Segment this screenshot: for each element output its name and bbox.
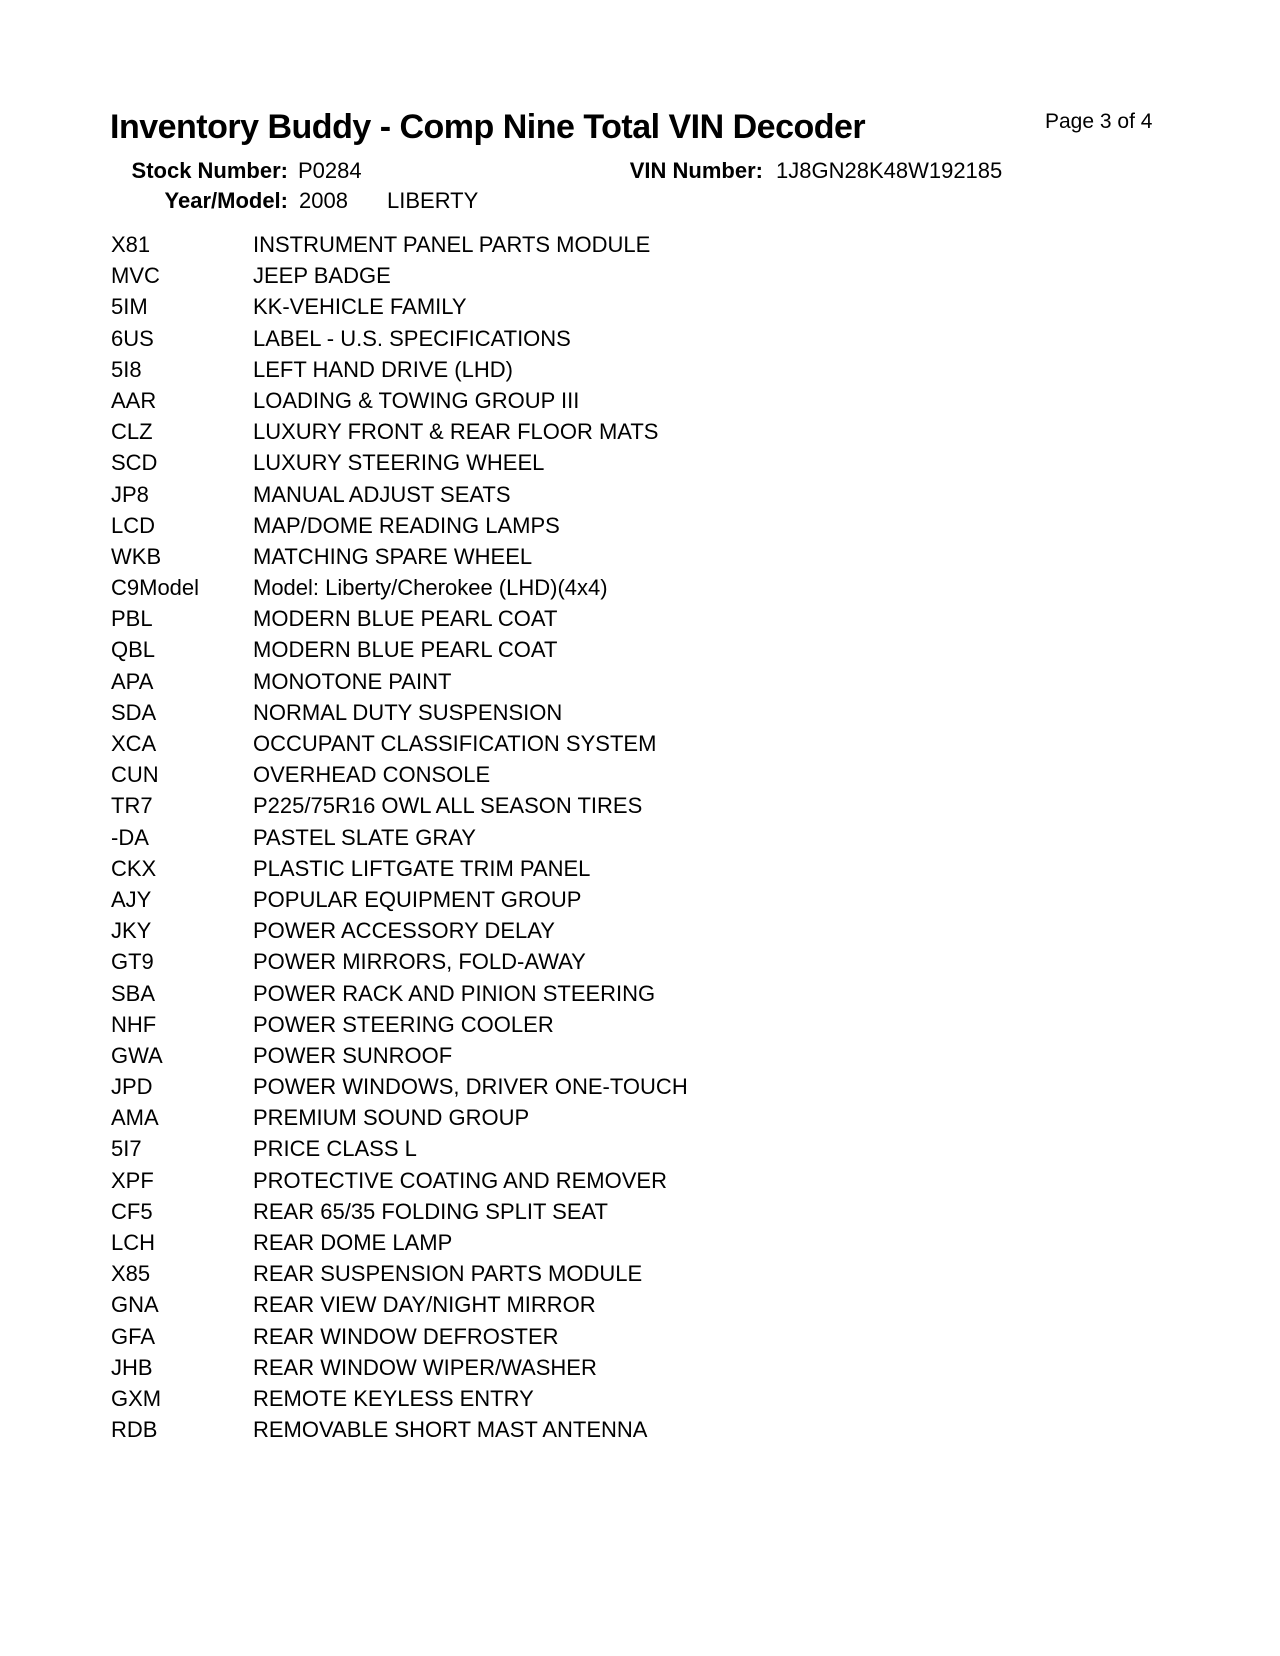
model-value: LIBERTY: [387, 188, 479, 213]
option-description: MODERN BLUE PEARL COAT: [253, 606, 558, 632]
option-code: 5IM: [111, 294, 148, 320]
option-code: NHF: [111, 1011, 157, 1037]
option-code: RDB: [111, 1417, 158, 1443]
option-description: REMOTE KEYLESS ENTRY: [253, 1385, 534, 1411]
option-description: PLASTIC LIFTGATE TRIM PANEL: [253, 855, 591, 881]
list-item: [111, 1352, 1191, 1383]
list-item: [111, 510, 1191, 541]
list-item: [111, 260, 1191, 291]
option-code: GWA: [111, 1042, 163, 1068]
option-code: GFA: [111, 1323, 156, 1349]
list-item: [111, 697, 1191, 728]
option-code: PBL: [111, 606, 153, 632]
stock-number-value: P0284: [298, 158, 362, 183]
list-item: [111, 666, 1191, 697]
list-item: [111, 323, 1191, 354]
option-code: CF5: [111, 1198, 153, 1224]
option-description: POWER MIRRORS, FOLD-AWAY: [253, 949, 586, 975]
stock-number-label: Stock Number:: [131, 158, 288, 183]
option-description: LOADING & TOWING GROUP III: [253, 387, 580, 413]
list-item: [111, 1414, 1191, 1445]
option-description: JEEP BADGE: [253, 263, 391, 289]
list-item: [111, 1165, 1191, 1196]
list-item: [111, 1009, 1191, 1040]
vin-number-label: VIN Number:: [629, 158, 763, 183]
option-description: LEFT HAND DRIVE (LHD): [253, 356, 513, 382]
option-code: JPD: [111, 1074, 153, 1100]
list-item: [111, 884, 1191, 915]
list-item: [111, 1102, 1191, 1133]
option-code: AMA: [111, 1105, 159, 1131]
option-description: INSTRUMENT PANEL PARTS MODULE: [253, 232, 651, 257]
list-item: [111, 634, 1191, 665]
option-description: PROTECTIVE COATING AND REMOVER: [253, 1167, 667, 1193]
list-item: [111, 416, 1191, 447]
option-description: POWER WINDOWS, DRIVER ONE-TOUCH: [253, 1074, 688, 1100]
option-description: OVERHEAD CONSOLE: [253, 762, 491, 788]
list-item: [111, 759, 1191, 790]
option-description: P225/75R16 OWL ALL SEASON TIRES: [253, 793, 643, 819]
list-item: [111, 385, 1191, 416]
option-code: CUN: [111, 762, 159, 788]
list-item: [111, 1071, 1191, 1102]
option-code: TR7: [111, 793, 153, 819]
option-description: LUXURY STEERING WHEEL: [253, 450, 545, 476]
option-description: REAR WINDOW WIPER/WASHER: [253, 1354, 597, 1380]
list-item: [111, 1383, 1191, 1414]
option-description: MATCHING SPARE WHEEL: [253, 543, 533, 569]
option-code: X81: [111, 232, 151, 257]
option-description: PASTEL SLATE GRAY: [253, 824, 476, 850]
option-code: GXM: [111, 1385, 162, 1411]
option-description: POWER RACK AND PINION STEERING: [253, 980, 656, 1006]
option-code: 6US: [111, 325, 154, 351]
option-description: PRICE CLASS L: [253, 1136, 417, 1162]
list-item: [111, 946, 1191, 977]
option-code: GT9: [111, 949, 154, 975]
option-description: POWER ACCESSORY DELAY: [253, 918, 555, 944]
option-code: XPF: [111, 1167, 154, 1193]
option-code: CKX: [111, 855, 157, 881]
option-description: REAR VIEW DAY/NIGHT MIRROR: [253, 1292, 596, 1318]
list-item: [111, 915, 1191, 946]
option-code: 5I8: [111, 356, 142, 382]
option-description: MAP/DOME READING LAMPS: [253, 512, 560, 538]
list-item: [111, 1133, 1191, 1164]
list-item: [111, 603, 1191, 634]
list-item: [111, 822, 1191, 853]
list-item: [111, 1227, 1191, 1258]
option-description: REMOVABLE SHORT MAST ANTENNA: [253, 1417, 648, 1443]
option-code: MVC: [111, 263, 160, 289]
option-code: XCA: [111, 731, 157, 756]
option-description: MANUAL ADJUST SEATS: [253, 481, 511, 507]
option-description: LUXURY FRONT & REAR FLOOR MATS: [253, 419, 659, 445]
option-description: OCCUPANT CLASSIFICATION SYSTEM: [253, 731, 657, 756]
option-code: WKB: [111, 543, 162, 569]
option-code: QBL: [111, 637, 156, 663]
option-code: JHB: [111, 1354, 153, 1380]
option-code: X85: [111, 1261, 151, 1287]
option-code: AAR: [111, 387, 157, 413]
option-description: REAR SUSPENSION PARTS MODULE: [253, 1261, 643, 1287]
option-code: -DA: [111, 824, 149, 850]
option-description: POWER STEERING COOLER: [253, 1011, 554, 1037]
option-description: REAR DOME LAMP: [253, 1230, 453, 1255]
option-description: REAR 65/35 FOLDING SPLIT SEAT: [253, 1198, 608, 1224]
option-description: MONOTONE PAINT: [253, 668, 452, 694]
option-code: APA: [111, 668, 154, 694]
year-model-label: Year/Model:: [164, 188, 288, 213]
list-item: [111, 1040, 1191, 1071]
option-code: CLZ: [111, 419, 153, 445]
list-item: [111, 354, 1191, 385]
list-item: [111, 479, 1191, 510]
option-description: REAR WINDOW DEFROSTER: [253, 1323, 559, 1349]
option-description: LABEL - U.S. SPECIFICATIONS: [253, 325, 571, 351]
option-description: Model: Liberty/Cherokee (LHD)(4x4): [253, 575, 608, 601]
vin-number-value: 1J8GN28K48W192185: [776, 158, 1003, 183]
list-item: [111, 790, 1191, 821]
option-code: JKY: [111, 918, 152, 944]
list-item: [111, 229, 1191, 260]
option-code: GNA: [111, 1292, 159, 1318]
option-description: MODERN BLUE PEARL COAT: [253, 637, 558, 663]
option-description: NORMAL DUTY SUSPENSION: [253, 699, 563, 725]
list-item: [111, 1289, 1191, 1320]
option-description: POWER SUNROOF: [253, 1042, 453, 1068]
page-title: Inventory Buddy - Comp Nine Total VIN Decoder: [110, 108, 866, 146]
list-item: [111, 447, 1191, 478]
list-item: [111, 541, 1191, 572]
option-code: LCH: [111, 1230, 156, 1255]
list-item: [111, 853, 1191, 884]
list-item: [111, 1258, 1191, 1289]
page-number-label: Page 3 of 4: [1045, 110, 1153, 133]
list-item: [111, 291, 1191, 322]
option-code: 5I7: [111, 1136, 142, 1162]
option-code: SCD: [111, 450, 158, 476]
list-item: [111, 1196, 1191, 1227]
list-item: [111, 728, 1191, 759]
option-description: PREMIUM SOUND GROUP: [253, 1105, 530, 1131]
option-code: JP8: [111, 481, 149, 507]
list-item: [111, 1321, 1191, 1352]
year-value: 2008: [299, 188, 348, 213]
option-description: KK-VEHICLE FAMILY: [253, 294, 467, 320]
option-description: POPULAR EQUIPMENT GROUP: [253, 886, 582, 912]
option-code: LCD: [111, 512, 156, 538]
list-item: [111, 572, 1191, 603]
option-code: SBA: [111, 980, 156, 1006]
list-item: [111, 978, 1191, 1009]
option-codes-list: [111, 229, 1191, 1445]
option-code: AJY: [111, 886, 152, 912]
option-code: C9Model: [111, 575, 200, 601]
option-code: SDA: [111, 699, 157, 725]
